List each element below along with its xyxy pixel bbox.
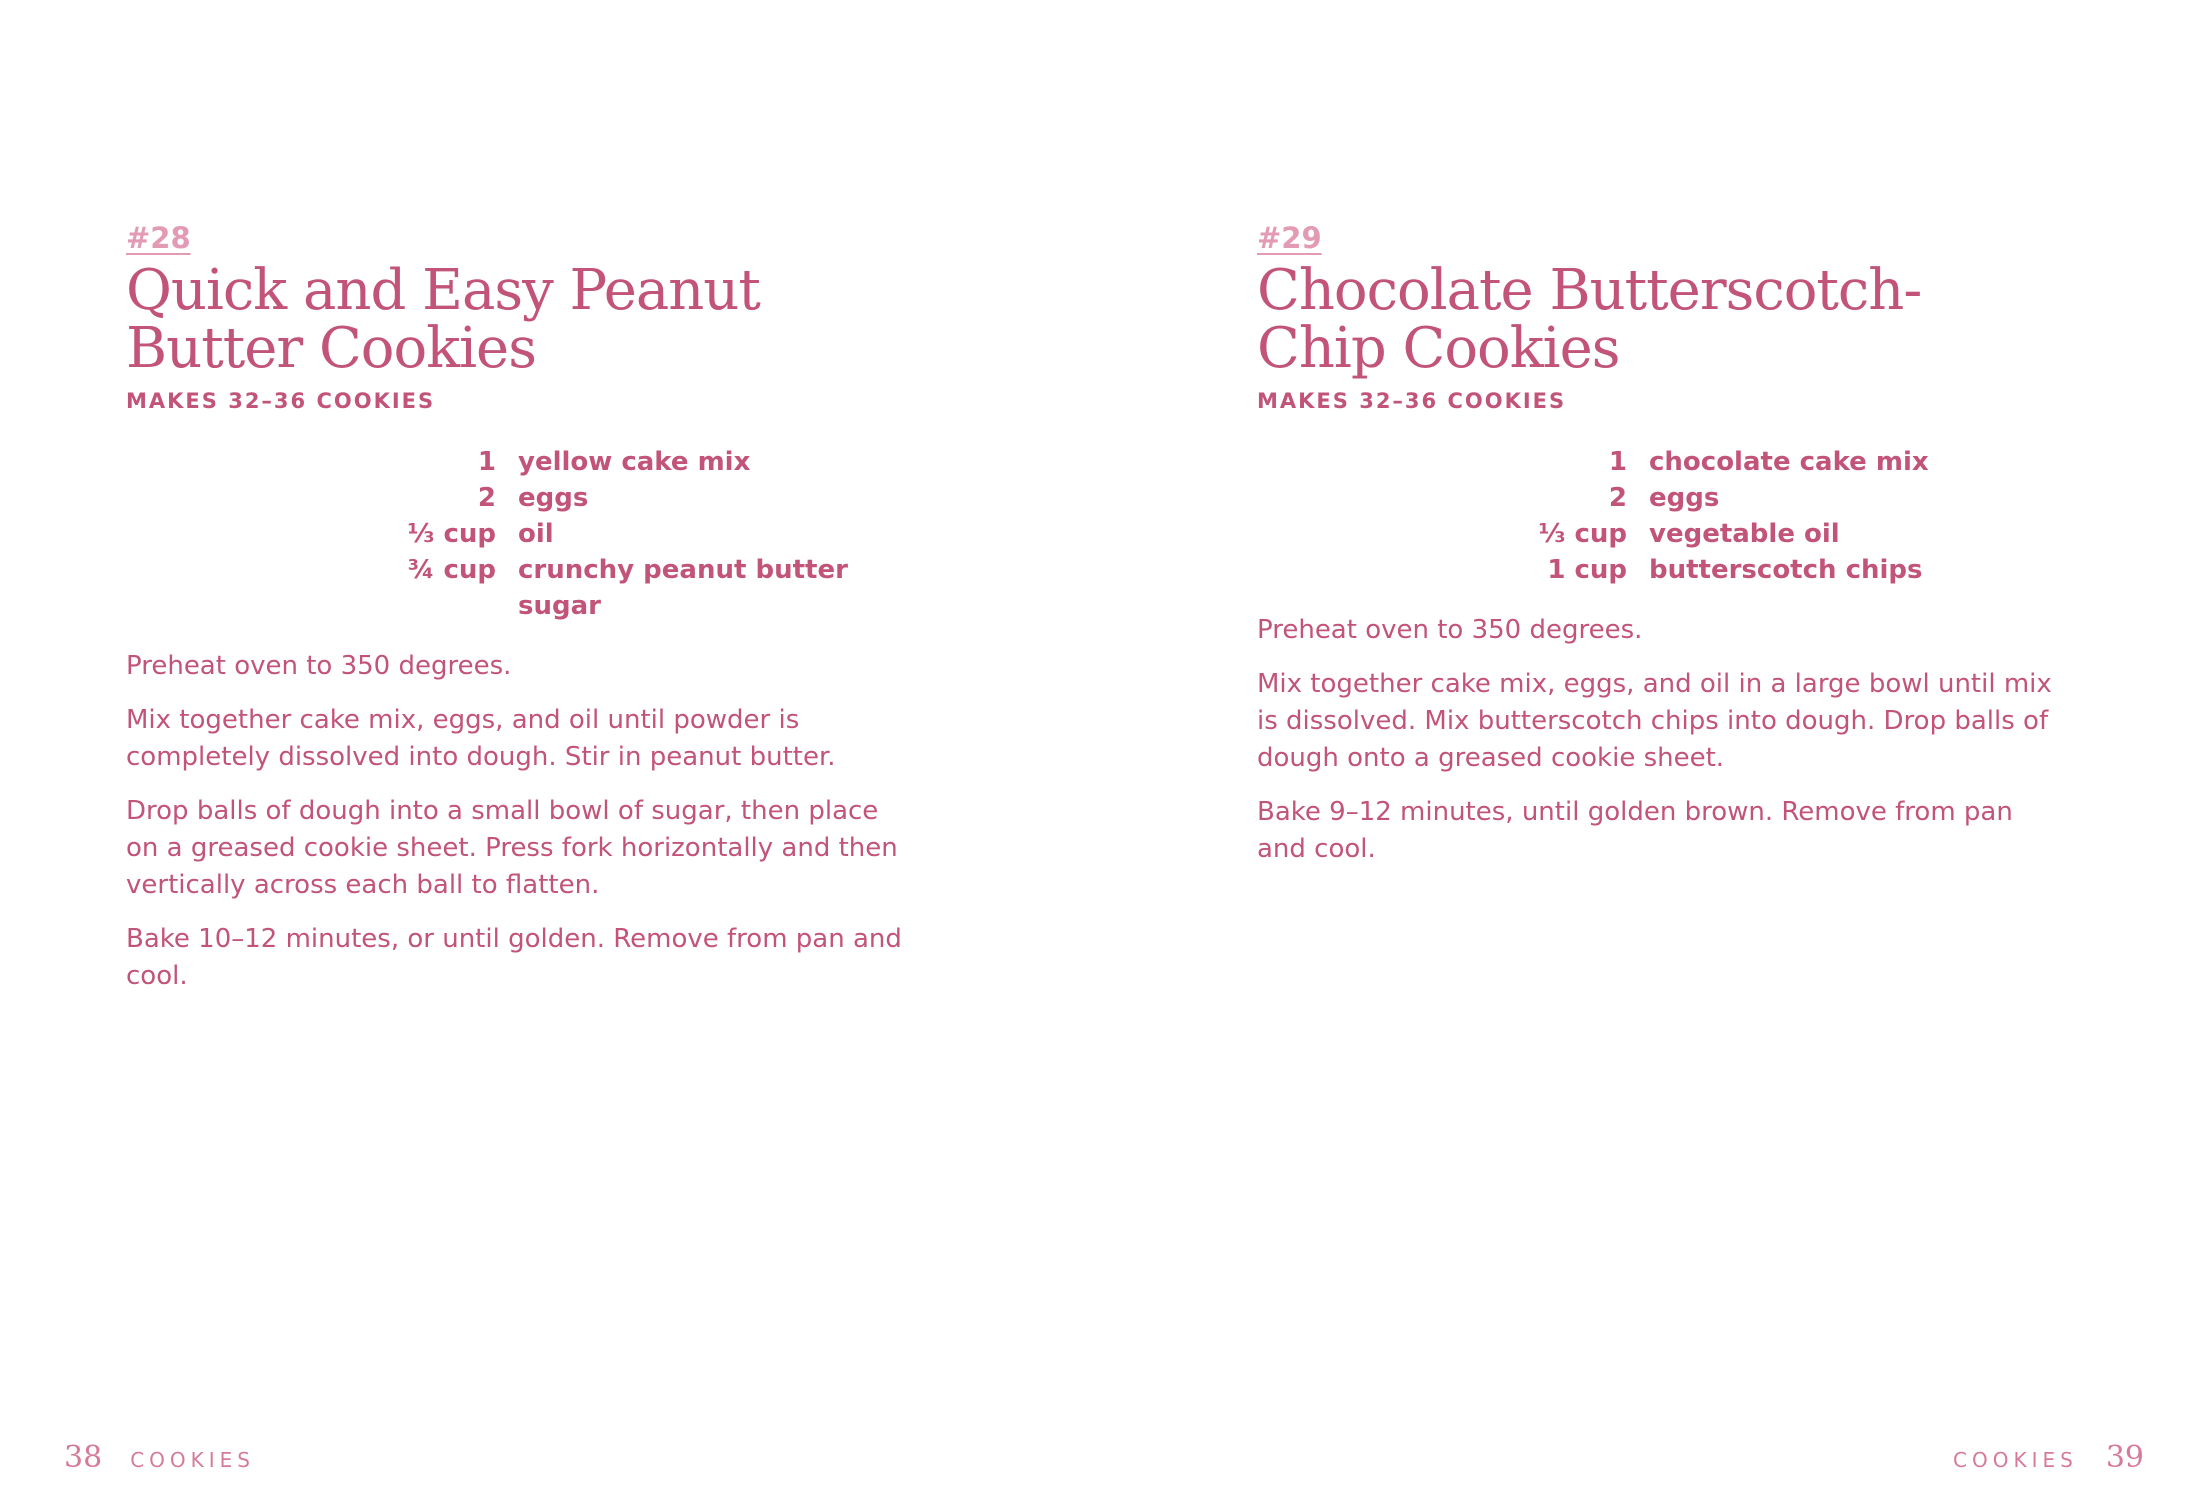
section-label: COOKIES	[130, 1448, 255, 1472]
ingredient-quantity: ⅓ cup	[407, 519, 496, 549]
instruction-step: Bake 10–12 minutes, or until golden. Remove from pan and cool.	[126, 924, 902, 991]
right-page	[1097, 0, 2194, 1508]
ingredient-list	[126, 444, 936, 624]
instruction-step: Preheat oven to 350 degrees.	[126, 651, 512, 681]
ingredient-quantity: 1	[477, 447, 496, 477]
ingredient-quantity: ⅓ cup	[1538, 519, 1627, 549]
recipe-yield: MAKES 32–36 COOKIES	[1257, 389, 1567, 413]
page-footer	[64, 1440, 255, 1475]
page-number: 38	[64, 1440, 103, 1475]
recipe-title-line: Quick and Easy Peanut	[126, 258, 760, 323]
ingredient-quantity	[126, 588, 496, 624]
recipe-title-line: Chip Cookies	[1257, 316, 1620, 381]
ingredient-list	[1257, 444, 2067, 588]
ingredient-quantity: ¾ cup	[407, 555, 496, 585]
ingredient-name: eggs	[518, 483, 589, 513]
instruction-step: Drop balls of dough into a small bowl of sugar, then place on a greased cookie sheet. Press fork horizontally and then vertically across each ball to flatten.	[126, 796, 898, 900]
recipe-title	[1257, 258, 2067, 381]
ingredient-name: vegetable oil	[1649, 519, 1840, 549]
instructions	[126, 648, 936, 995]
page-footer	[1953, 1440, 2144, 1475]
page-number: 39	[2105, 1440, 2144, 1475]
instruction-step: Preheat oven to 350 degrees.	[1257, 615, 1643, 645]
instructions	[1257, 612, 2067, 868]
ingredient-quantity: 1	[1608, 447, 1627, 477]
instruction-step: Bake 9–12 minutes, until golden brown. Remove from pan and cool.	[1257, 797, 2013, 864]
recipe-yield: MAKES 32–36 COOKIES	[126, 389, 436, 413]
ingredient-name: yellow cake mix	[518, 447, 751, 477]
ingredient-name: eggs	[1649, 483, 1720, 513]
recipe-title	[126, 258, 936, 381]
ingredient-name: sugar	[518, 591, 601, 621]
recipe-number: #29	[1257, 221, 1322, 255]
recipe-number: #28	[126, 221, 191, 255]
recipe-29	[1257, 218, 2067, 885]
ingredient-name: oil	[518, 519, 554, 549]
ingredient-name: butterscotch chips	[1649, 555, 1923, 585]
ingredient-name: chocolate cake mix	[1649, 447, 1929, 477]
instruction-step: Mix together cake mix, eggs, and oil until powder is completely dissolved into dough. Stir in peanut butter.	[126, 705, 836, 772]
instruction-step: Mix together cake mix, eggs, and oil in a large bowl until mix is dissolved. Mix butterscotch chips into dough. Drop balls of dough onto a greased cookie sheet.	[1257, 669, 2052, 773]
ingredient-quantity: 2	[477, 483, 496, 513]
recipe-title-line: Butter Cookies	[126, 316, 536, 381]
ingredient-name: crunchy peanut butter	[518, 555, 848, 585]
recipe-28	[126, 218, 936, 1012]
section-label: COOKIES	[1953, 1448, 2078, 1472]
ingredient-quantity: 2	[1608, 483, 1627, 513]
ingredient-quantity: 1 cup	[1547, 555, 1627, 585]
recipe-title-line: Chocolate Butterscotch-	[1257, 258, 1922, 323]
